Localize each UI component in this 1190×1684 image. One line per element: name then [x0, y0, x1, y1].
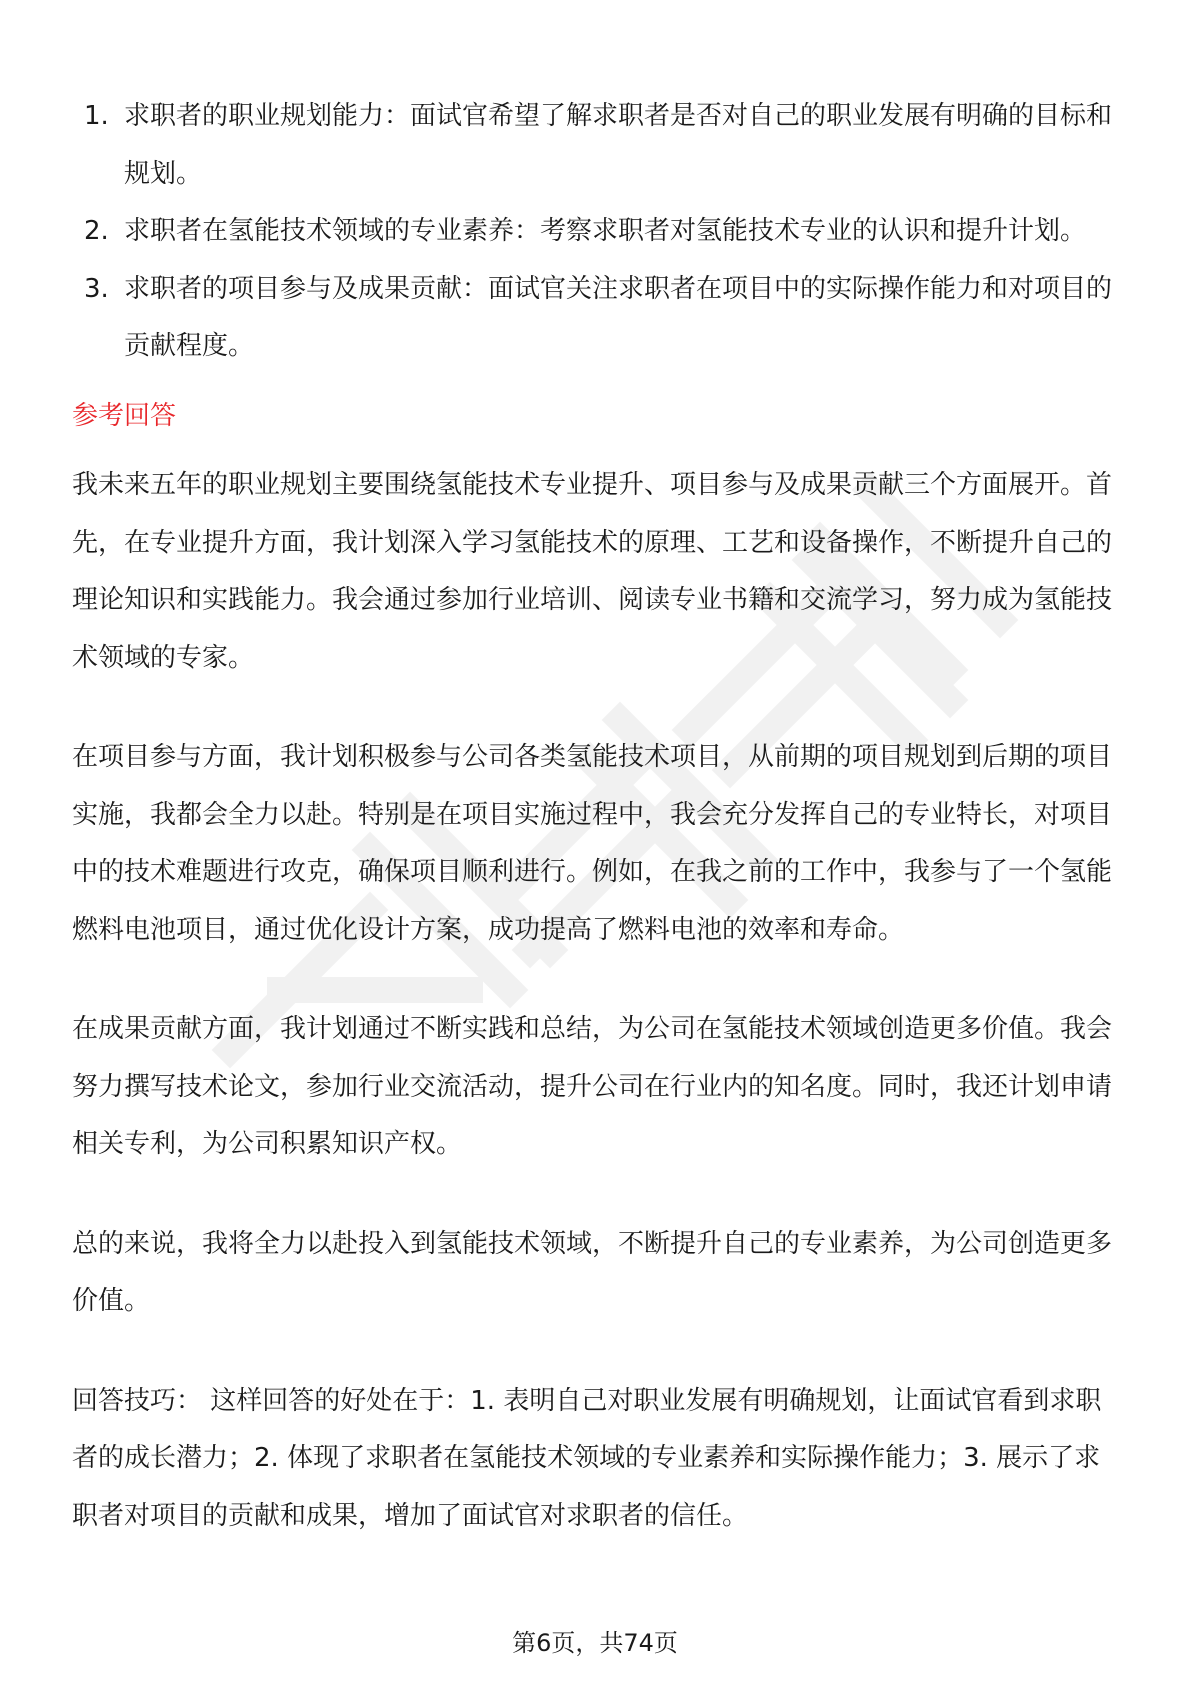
evaluation-points-list: [72, 88, 1117, 376]
list-number: 3.: [84, 273, 109, 304]
list-item-text: 求职者的职业规划能力：面试官希望了解求职者是否对自己的职业发展有明确的目标和规划。: [124, 101, 1113, 189]
reference-answer-heading: 参考回答: [72, 400, 177, 431]
list-item: [72, 203, 1117, 261]
page-number: 第6页，共74页: [512, 1629, 678, 1657]
answer-paragraph: 在成果贡献方面，我计划通过不断实践和总结，为公司在氢能技术领域创造更多价值。我会努力撰写技术论文，参加行业交流活动，提升公司在行业内的知名度。同时，我还计划申请相关专利，为公司积累知识产权。: [72, 1014, 1113, 1159]
answer-paragraph: 我未来五年的职业规划主要围绕氢能技术专业提升、项目参与及成果贡献三个方面展开。首先，在专业提升方面，我计划深入学习氢能技术的原理、工艺和设备操作，不断提升自己的理论知识和实践能力。我会通过参加行业培训、阅读专业书籍和交流学习，努力成为氢能技术领域的专家。: [72, 470, 1113, 673]
list-item-text: 求职者的项目参与及成果贡献：面试官关注求职者在项目中的实际操作能力和对项目的贡献程度。: [124, 273, 1113, 361]
answer-paragraph: 在项目参与方面，我计划积极参与公司各类氢能技术项目，从前期的项目规划到后期的项目实施，我都会全力以赴。特别是在项目实施过程中，我会充分发挥自己的专业特长，对项目中的技术难题进行攻克，确保项目顺利进行。例如，在我之前的工作中，我参与了一个氢能燃料电池项目，通过优化设计方案，成功提高了燃料电池的效率和寿命。: [72, 742, 1113, 945]
answer-tips: 回答技巧： 这样回答的好处在于：1. 表明自己对职业发展有明确规划，让面试官看到求职者的成长潜力；2. 体现了求职者在氢能技术领域的专业素养和实际操作能力；3. 展示了求职者对项目的贡献和成果，增加了面试官对求职者的信任。: [72, 1385, 1102, 1531]
reference-answer-body: [72, 457, 1117, 1331]
content: [72, 88, 1117, 1545]
list-number: 1.: [84, 101, 109, 131]
answer-paragraph: 总的来说，我将全力以赴投入到氢能技术领域，不断提升自己的专业素养，为公司创造更多价值。: [72, 1228, 1113, 1316]
list-item-text: 求职者在氢能技术领域的专业素养：考察求职者对氢能技术专业的认识和提升计划。: [124, 216, 1087, 246]
list-item: [72, 88, 1117, 203]
list-number: 2.: [84, 216, 109, 246]
list-item: [72, 261, 1117, 376]
